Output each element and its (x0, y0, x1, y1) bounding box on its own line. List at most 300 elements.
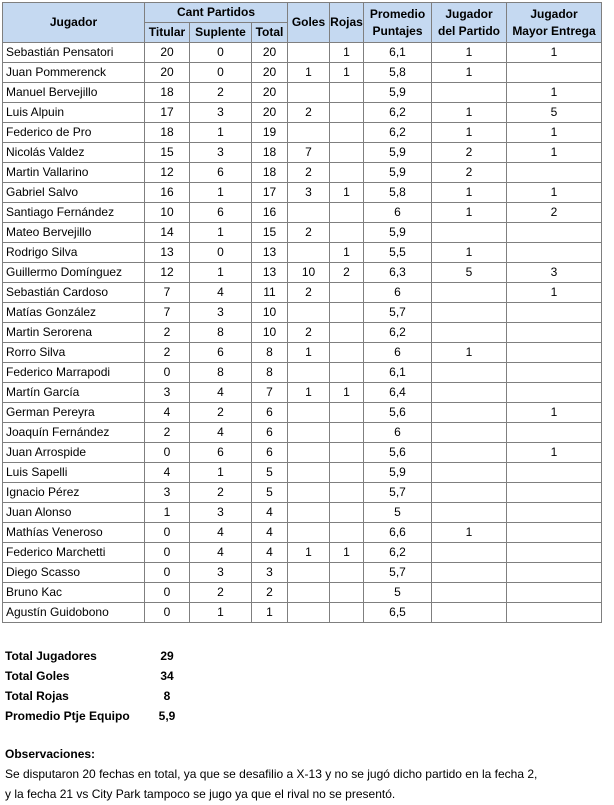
suplente-cell: 3 (190, 563, 252, 583)
goles-cell (288, 503, 330, 523)
observaciones-line: y la fecha 21 vs City Park tampoco se jugo ya que el rival no se presentó. (5, 787, 396, 801)
jugador-mayor-entrega-cell (507, 63, 602, 83)
table-row (3, 63, 602, 83)
jugador-del-partido-cell (432, 303, 507, 323)
total-cell: 20 (252, 103, 288, 123)
total-cell: 5 (252, 463, 288, 483)
player-name: Rorro Silva (3, 343, 145, 363)
total-row (5, 666, 174, 686)
promedio-cell: 5,7 (364, 563, 432, 583)
goles-cell (288, 303, 330, 323)
total-value: 8 (163, 689, 171, 703)
promedio-cell: 6,4 (364, 383, 432, 403)
player-name: Martin Vallarino (3, 163, 145, 183)
jugador-del-partido-cell (432, 283, 507, 303)
goles-cell (288, 403, 330, 423)
player-stats-table (2, 2, 602, 623)
jugador-del-partido-cell: 2 (432, 163, 507, 183)
goles-cell (288, 43, 330, 63)
table-row (3, 443, 602, 463)
promedio-cell: 6 (364, 283, 432, 303)
goles-cell: 7 (288, 143, 330, 163)
promedio-cell: 6,2 (364, 103, 432, 123)
total-cell: 6 (252, 403, 288, 423)
table-row (3, 323, 602, 343)
titular-cell: 20 (145, 43, 190, 63)
player-name: Martín García (3, 383, 145, 403)
suplente-cell: 1 (190, 223, 252, 243)
jugador-mayor-entrega-cell (507, 383, 602, 403)
jugador-del-partido-cell: 1 (432, 183, 507, 203)
table-row (3, 163, 602, 183)
table-row (3, 363, 602, 383)
rojas-cell: 1 (330, 243, 364, 263)
observaciones-title: Observaciones: (5, 747, 96, 761)
player-name: Joaquín Fernández (3, 423, 145, 443)
total-row (5, 706, 176, 726)
jugador-mayor-entrega-cell: 5 (507, 103, 602, 123)
titular-cell: 1 (145, 503, 190, 523)
goles-cell (288, 123, 330, 143)
suplente-cell: 1 (190, 123, 252, 143)
titular-cell: 12 (145, 263, 190, 283)
header-suplente: Suplente (190, 23, 252, 43)
player-name: Luis Alpuin (3, 103, 145, 123)
promedio-cell: 5,8 (364, 63, 432, 83)
suplente-cell: 8 (190, 323, 252, 343)
jugador-mayor-entrega-cell (507, 363, 602, 383)
titular-cell: 2 (145, 423, 190, 443)
rojas-cell (330, 303, 364, 323)
table-row (3, 403, 602, 423)
jugador-del-partido-cell (432, 463, 507, 483)
promedio-cell: 6,2 (364, 123, 432, 143)
titular-cell: 10 (145, 203, 190, 223)
titular-cell: 14 (145, 223, 190, 243)
titular-cell: 15 (145, 143, 190, 163)
total-cell: 20 (252, 83, 288, 103)
total-cell: 1 (252, 603, 288, 623)
jugador-mayor-entrega-cell (507, 503, 602, 523)
jugador-del-partido-cell (432, 423, 507, 443)
total-cell: 8 (252, 343, 288, 363)
total-cell: 19 (252, 123, 288, 143)
jugador-mayor-entrega-cell: 1 (507, 43, 602, 63)
titular-cell: 2 (145, 343, 190, 363)
promedio-cell: 5 (364, 503, 432, 523)
goles-cell: 1 (288, 63, 330, 83)
player-name: Guillermo Domínguez (3, 263, 145, 283)
jugador-del-partido-cell (432, 503, 507, 523)
table-row (3, 423, 602, 443)
player-name: Mathías Veneroso (3, 523, 145, 543)
suplente-cell: 1 (190, 183, 252, 203)
table-row (3, 483, 602, 503)
titular-cell: 3 (145, 483, 190, 503)
player-name: Federico Marchetti (3, 543, 145, 563)
table-row (3, 263, 602, 283)
goles-cell (288, 583, 330, 603)
player-name: Sebastián Pensatori (3, 43, 145, 63)
titular-cell: 0 (145, 563, 190, 583)
jugador-del-partido-cell (432, 603, 507, 623)
total-label: Promedio Ptje Equipo (5, 709, 130, 723)
suplente-cell: 3 (190, 303, 252, 323)
promedio-cell: 5,6 (364, 443, 432, 463)
total-cell: 2 (252, 583, 288, 603)
promedio-cell: 5,7 (364, 483, 432, 503)
titular-cell: 3 (145, 383, 190, 403)
jugador-del-partido-cell (432, 83, 507, 103)
table-row (3, 223, 602, 243)
table-row (3, 283, 602, 303)
total-label: Total Goles (5, 669, 70, 683)
header-total: Total (252, 23, 288, 43)
goles-cell (288, 563, 330, 583)
titular-cell: 0 (145, 603, 190, 623)
player-name: Juan Pommerenck (3, 63, 145, 83)
total-cell: 6 (252, 443, 288, 463)
suplente-cell: 4 (190, 383, 252, 403)
suplente-cell: 2 (190, 83, 252, 103)
jugador-del-partido-cell (432, 583, 507, 603)
table-row (3, 43, 602, 63)
titular-cell: 18 (145, 123, 190, 143)
total-cell: 4 (252, 543, 288, 563)
total-cell: 11 (252, 283, 288, 303)
titular-cell: 13 (145, 243, 190, 263)
jugador-mayor-entrega-cell (507, 463, 602, 483)
jugador-mayor-entrega-cell (507, 543, 602, 563)
titular-cell: 20 (145, 63, 190, 83)
player-name: Gabriel Salvo (3, 183, 145, 203)
suplente-cell: 4 (190, 283, 252, 303)
goles-cell: 1 (288, 383, 330, 403)
suplente-cell: 6 (190, 163, 252, 183)
total-row (5, 646, 174, 666)
jugador-mayor-entrega-cell (507, 483, 602, 503)
goles-cell: 1 (288, 343, 330, 363)
goles-cell: 1 (288, 543, 330, 563)
total-cell: 17 (252, 183, 288, 203)
total-label: Total Jugadores (5, 649, 97, 663)
promedio-cell: 5,9 (364, 83, 432, 103)
jugador-mayor-entrega-cell (507, 563, 602, 583)
jugador-del-partido-cell: 1 (432, 63, 507, 83)
goles-cell (288, 83, 330, 103)
rojas-cell (330, 103, 364, 123)
total-cell: 18 (252, 163, 288, 183)
total-cell: 6 (252, 423, 288, 443)
promedio-cell: 6,6 (364, 523, 432, 543)
player-name: Bruno Kac (3, 583, 145, 603)
titular-cell: 7 (145, 303, 190, 323)
rojas-cell (330, 563, 364, 583)
rojas-cell (330, 343, 364, 363)
header-titular: Titular (145, 23, 190, 43)
rojas-cell: 1 (330, 43, 364, 63)
jugador-del-partido-cell (432, 223, 507, 243)
header-promedio-line2: Puntajes (372, 23, 423, 38)
jugador-del-partido-cell (432, 563, 507, 583)
total-value: 29 (160, 649, 174, 663)
goles-cell: 2 (288, 283, 330, 303)
suplente-cell: 0 (190, 63, 252, 83)
suplente-cell: 3 (190, 103, 252, 123)
titular-cell: 12 (145, 163, 190, 183)
table-row (3, 183, 602, 203)
player-name: Ignacio Pérez (3, 483, 145, 503)
table-row (3, 203, 602, 223)
goles-cell: 2 (288, 323, 330, 343)
total-cell: 13 (252, 243, 288, 263)
total-cell: 15 (252, 223, 288, 243)
rojas-cell: 1 (330, 543, 364, 563)
total-row (5, 686, 171, 706)
rojas-cell (330, 143, 364, 163)
rojas-cell (330, 463, 364, 483)
total-cell: 18 (252, 143, 288, 163)
header-rojas: Rojas (330, 3, 364, 43)
promedio-cell: 6,1 (364, 43, 432, 63)
table-row (3, 463, 602, 483)
titular-cell: 4 (145, 463, 190, 483)
rojas-cell (330, 423, 364, 443)
jugador-mayor-entrega-cell (507, 583, 602, 603)
jugador-mayor-entrega-cell (507, 343, 602, 363)
header-jugador-del-partido (432, 3, 507, 43)
jugador-mayor-entrega-cell (507, 423, 602, 443)
player-name: Juan Arrospide (3, 443, 145, 463)
jugador-del-partido-cell: 1 (432, 523, 507, 543)
jugador-del-partido-cell: 1 (432, 243, 507, 263)
goles-cell (288, 423, 330, 443)
rojas-cell: 1 (330, 183, 364, 203)
player-name: Manuel Bervejillo (3, 83, 145, 103)
table-row (3, 143, 602, 163)
goles-cell (288, 483, 330, 503)
jugador-mayor-entrega-cell: 1 (507, 403, 602, 423)
titular-cell: 0 (145, 583, 190, 603)
jugador-mayor-entrega-cell (507, 243, 602, 263)
total-cell: 10 (252, 323, 288, 343)
titular-cell: 16 (145, 183, 190, 203)
titular-cell: 18 (145, 83, 190, 103)
total-cell: 3 (252, 563, 288, 583)
jugador-del-partido-cell (432, 543, 507, 563)
suplente-cell: 2 (190, 583, 252, 603)
goles-cell: 2 (288, 163, 330, 183)
titular-cell: 0 (145, 543, 190, 563)
total-cell: 8 (252, 363, 288, 383)
table-row (3, 303, 602, 323)
rojas-cell (330, 223, 364, 243)
promedio-cell: 5,9 (364, 463, 432, 483)
jugador-del-partido-cell: 1 (432, 203, 507, 223)
goles-cell (288, 603, 330, 623)
total-cell: 16 (252, 203, 288, 223)
player-name: Sebastián Cardoso (3, 283, 145, 303)
table-row (3, 603, 602, 623)
jugador-mayor-entrega-cell (507, 603, 602, 623)
total-cell: 5 (252, 483, 288, 503)
suplente-cell: 4 (190, 423, 252, 443)
table-row (3, 103, 602, 123)
titular-cell: 7 (145, 283, 190, 303)
suplente-cell: 2 (190, 483, 252, 503)
goles-cell (288, 203, 330, 223)
table-row (3, 503, 602, 523)
table-row (3, 583, 602, 603)
jugador-del-partido-cell (432, 363, 507, 383)
promedio-cell: 5,5 (364, 243, 432, 263)
total-value: 34 (160, 669, 174, 683)
rojas-cell (330, 523, 364, 543)
rojas-cell: 2 (330, 263, 364, 283)
jugador-del-partido-cell: 5 (432, 263, 507, 283)
total-cell: 4 (252, 503, 288, 523)
rojas-cell: 1 (330, 383, 364, 403)
promedio-cell: 6,5 (364, 603, 432, 623)
player-name: Federico de Pro (3, 123, 145, 143)
header-jme-line1: Jugador (530, 6, 578, 21)
titular-cell: 17 (145, 103, 190, 123)
jugador-del-partido-cell (432, 483, 507, 503)
rojas-cell (330, 603, 364, 623)
table-row (3, 343, 602, 363)
promedio-cell: 6,1 (364, 363, 432, 383)
total-cell: 7 (252, 383, 288, 403)
goles-cell (288, 463, 330, 483)
suplente-cell: 8 (190, 363, 252, 383)
total-value: 5,9 (158, 709, 176, 723)
suplente-cell: 4 (190, 543, 252, 563)
rojas-cell (330, 583, 364, 603)
promedio-cell: 6,2 (364, 323, 432, 343)
promedio-cell: 5,7 (364, 303, 432, 323)
table-row (3, 523, 602, 543)
jugador-del-partido-cell (432, 323, 507, 343)
promedio-cell: 5,9 (364, 163, 432, 183)
goles-cell (288, 243, 330, 263)
promedio-cell: 6 (364, 423, 432, 443)
jugador-del-partido-cell (432, 443, 507, 463)
rojas-cell (330, 483, 364, 503)
promedio-cell: 6,3 (364, 263, 432, 283)
jugador-del-partido-cell: 2 (432, 143, 507, 163)
suplente-cell: 3 (190, 143, 252, 163)
jugador-del-partido-cell: 1 (432, 103, 507, 123)
player-name: Martin Serorena (3, 323, 145, 343)
jugador-mayor-entrega-cell: 1 (507, 83, 602, 103)
rojas-cell (330, 323, 364, 343)
player-name: Diego Scasso (3, 563, 145, 583)
rojas-cell (330, 203, 364, 223)
promedio-cell: 6,2 (364, 543, 432, 563)
header-jdp-line2: del Partido (437, 23, 500, 38)
jugador-del-partido-cell (432, 403, 507, 423)
player-name: Agustín Guidobono (3, 603, 145, 623)
jugador-mayor-entrega-cell (507, 523, 602, 543)
titular-cell: 2 (145, 323, 190, 343)
table-row (3, 83, 602, 103)
player-name: Federico Marrapodi (3, 363, 145, 383)
suplente-cell: 1 (190, 263, 252, 283)
rojas-cell (330, 283, 364, 303)
total-label: Total Rojas (5, 689, 69, 703)
table-row (3, 383, 602, 403)
player-name: Santiago Fernández (3, 203, 145, 223)
suplente-cell: 6 (190, 203, 252, 223)
promedio-cell: 5,8 (364, 183, 432, 203)
jugador-mayor-entrega-cell: 1 (507, 183, 602, 203)
header-cant-partidos: Cant Partidos (145, 3, 288, 23)
header-jugador: Jugador (3, 3, 145, 43)
jugador-mayor-entrega-cell: 1 (507, 123, 602, 143)
suplente-cell: 2 (190, 403, 252, 423)
jugador-mayor-entrega-cell: 1 (507, 443, 602, 463)
header-goles: Goles (288, 3, 330, 43)
jugador-mayor-entrega-cell: 2 (507, 203, 602, 223)
table-body (3, 43, 602, 623)
suplente-cell: 1 (190, 463, 252, 483)
goles-cell (288, 443, 330, 463)
suplente-cell: 0 (190, 243, 252, 263)
table-row (3, 543, 602, 563)
player-name: Matías González (3, 303, 145, 323)
titular-cell: 0 (145, 443, 190, 463)
jugador-mayor-entrega-cell: 1 (507, 143, 602, 163)
promedio-cell: 5,9 (364, 143, 432, 163)
jugador-mayor-entrega-cell (507, 163, 602, 183)
titular-cell: 0 (145, 523, 190, 543)
jugador-del-partido-cell: 1 (432, 343, 507, 363)
jugador-del-partido-cell (432, 383, 507, 403)
rojas-cell (330, 83, 364, 103)
rojas-cell (330, 123, 364, 143)
total-cell: 10 (252, 303, 288, 323)
player-name: Luis Sapelli (3, 463, 145, 483)
goles-cell: 10 (288, 263, 330, 283)
jugador-mayor-entrega-cell (507, 323, 602, 343)
suplente-cell: 3 (190, 503, 252, 523)
goles-cell: 3 (288, 183, 330, 203)
suplente-cell: 4 (190, 523, 252, 543)
jugador-mayor-entrega-cell: 1 (507, 283, 602, 303)
total-cell: 20 (252, 63, 288, 83)
total-cell: 20 (252, 43, 288, 63)
jugador-del-partido-cell: 1 (432, 123, 507, 143)
goles-cell: 2 (288, 103, 330, 123)
observaciones-text (5, 764, 613, 804)
player-name: Nicolás Valdez (3, 143, 145, 163)
rojas-cell (330, 163, 364, 183)
suplente-cell: 6 (190, 343, 252, 363)
header-promedio-line1: Promedio (369, 6, 426, 21)
player-name: Mateo Bervejillo (3, 223, 145, 243)
suplente-cell: 0 (190, 43, 252, 63)
header-jugador-mayor-entrega (507, 3, 602, 43)
table-row (3, 243, 602, 263)
total-cell: 4 (252, 523, 288, 543)
jugador-mayor-entrega-cell (507, 303, 602, 323)
rojas-cell: 1 (330, 63, 364, 83)
suplente-cell: 1 (190, 603, 252, 623)
promedio-cell: 6 (364, 203, 432, 223)
player-name: German Pereyra (3, 403, 145, 423)
rojas-cell (330, 403, 364, 423)
rojas-cell (330, 363, 364, 383)
